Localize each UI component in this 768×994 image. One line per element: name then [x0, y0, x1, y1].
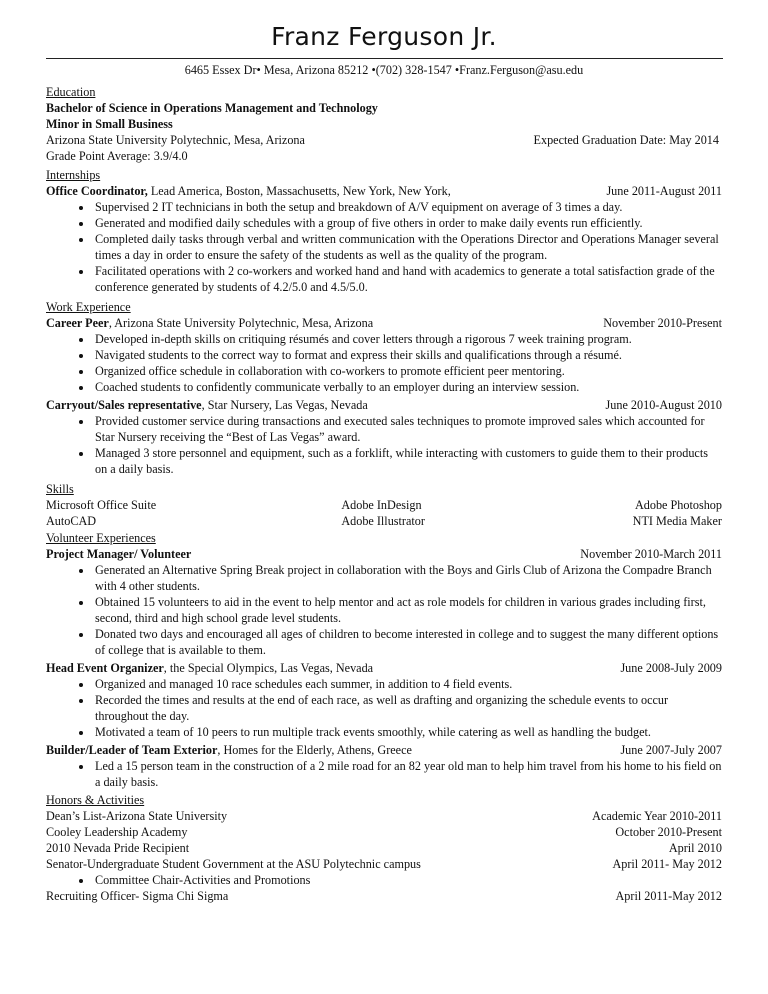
education-heading: Education — [46, 85, 96, 99]
job-heading — [46, 183, 451, 199]
job-header-row — [46, 660, 722, 676]
job-bullet: • Facilitated operations with 2 co-workers and worked hand and hand with academics to generate a total satisfaction grade of the conference generated by students of 4.2/5.0 and 4.5/5.0. — [93, 263, 722, 295]
job-heading — [46, 315, 373, 331]
job-bullets — [46, 758, 722, 790]
job-dates: June 2010-August 2010 — [605, 398, 722, 412]
job-title: Carryout/Sales representative — [46, 398, 202, 412]
gpa: Grade Point Average: 3.9/4.0 — [46, 149, 188, 163]
job-heading — [46, 397, 368, 413]
honors-label: Senator-Undergraduate Student Government at the ASU Polytechnic campus — [46, 857, 421, 871]
skills-list — [46, 497, 722, 529]
job-bullets — [46, 676, 722, 740]
job-dates: June 2008-July 2009 — [620, 661, 722, 675]
job-bullet: • Obtained 15 volunteers to aid in the event to help mentor and act as role models for children in various grades including first, second, third and high school grade level students. — [93, 594, 722, 626]
degree: Bachelor of Science in Operations Management and Technology — [46, 101, 378, 115]
job-organization: , Star Nursery, Las Vegas, Nevada — [201, 398, 368, 412]
job-bullet: • Managed 3 store personnel and equipment, such as a forklift, while interacting with customers to guide them to their products on a daily basis. — [93, 445, 722, 477]
job-title: Builder/Leader of Team Exterior — [46, 743, 218, 757]
skill-item: Adobe InDesign — [341, 498, 422, 512]
skill-item: AutoCAD — [46, 514, 97, 528]
job-dates: June 2007-July 2007 — [620, 743, 722, 757]
skill-item: Adobe Photoshop — [634, 498, 722, 512]
skills-row — [46, 497, 722, 513]
honors-row — [46, 856, 722, 872]
honors-row-last — [46, 888, 722, 904]
job-organization: Lead America, Boston, Massachusetts, New York, New York, — [147, 184, 451, 198]
job-bullet: • Organized office schedule in collaboration with co-workers to promote efficient peer mentoring. — [93, 363, 722, 379]
job-heading — [46, 546, 191, 562]
job-bullet: • Provided customer service during transactions and executed sales techniques to promote improved sales which accounted for Star Nursery receiving the “Best of Las Vegas” award. — [93, 413, 722, 445]
honors-row — [46, 808, 722, 824]
job-organization: , Homes for the Elderly, Athens, Greece — [217, 743, 412, 757]
honors-label: 2010 Nevada Pride Recipient — [46, 841, 190, 855]
job-bullet: • Led a 15 person team in the construction of a 2 mile road for an 82 year old man to help him travel from his home to his field on a daily basis. — [93, 758, 722, 790]
job-bullet: • Generated and modified daily schedules with a group of five others in order to make daily events run efficiently. — [93, 215, 722, 231]
job-title: Head Event Organizer — [46, 661, 164, 675]
job-header-row — [46, 546, 722, 562]
minor: Minor in Small Business — [46, 117, 173, 131]
honors-date: Academic Year 2010-2011 — [592, 809, 722, 823]
job-header-row — [46, 315, 722, 331]
job-dates: November 2010-March 2011 — [580, 547, 722, 561]
job-header-row — [46, 742, 722, 758]
volunteer-list — [46, 546, 722, 790]
job-heading — [46, 660, 373, 676]
internships-heading: Internships — [46, 168, 101, 182]
school: Arizona State University Polytechnic, Mesa, Arizona — [46, 133, 305, 147]
job-header-row — [46, 397, 722, 413]
honors-date: April 2011-May 2012 — [615, 889, 722, 903]
job-dates: November 2010-Present — [603, 316, 722, 330]
job-title: Project Manager/ Volunteer — [46, 547, 192, 561]
volunteer-heading: Volunteer Experiences — [46, 531, 156, 545]
skill-item: Adobe Illustrator — [341, 514, 425, 528]
skills-row — [46, 513, 722, 529]
honors-date: April 2011- May 2012 — [612, 857, 722, 871]
job-header-row — [46, 183, 722, 199]
job-organization: , Arizona State University Polytechnic, Mesa, Arizona — [108, 316, 374, 330]
skill-item: Microsoft Office Suite — [46, 498, 157, 512]
job-bullet: • Organized and managed 10 race schedules each summer, in addition to 4 field events. — [93, 676, 722, 692]
job-dates: June 2011-August 2011 — [606, 184, 722, 198]
school-row — [46, 132, 722, 148]
honors-date: April 2010 — [668, 841, 722, 855]
job-bullet: • Coached students to confidently communicate verbally to an employer during an interview session. — [93, 379, 722, 395]
honors-label: Dean’s List-Arizona State University — [46, 809, 228, 823]
internships-list — [46, 183, 722, 295]
work-heading: Work Experience — [46, 300, 131, 314]
honors-sub-bullet: • Committee Chair-Activities and Promotions — [93, 872, 722, 888]
job-bullets — [46, 562, 722, 658]
job-bullet: • Motivated a team of 10 peers to run multiple track events smoothly, while catering as well as handling the budget. — [93, 724, 722, 740]
job-bullet: • Completed daily tasks through verbal and written communication with the Operations Director and Operations Manager several times a day in order to ensure the safety of the students as well as the quality of the program. — [93, 231, 722, 263]
honors-row — [46, 824, 722, 840]
job-bullets — [46, 331, 722, 395]
job-bullets — [46, 413, 722, 477]
job-bullet: • Navigated students to the correct way to format and express their skills and qualifications through a résumé. — [93, 347, 722, 363]
job-bullet: • Donated two days and encouraged all ages of children to become interested in college and to suggest the many different options of college that is available to them. — [93, 626, 722, 658]
honors-heading: Honors & Activities — [46, 793, 145, 807]
job-organization: , the Special Olympics, Las Vegas, Nevada — [163, 661, 374, 675]
honors-row — [46, 840, 722, 856]
skill-item: NTI Media Maker — [632, 514, 722, 528]
graduation-date: Expected Graduation Date: May 2014 — [533, 133, 719, 147]
honors-label: Cooley Leadership Academy — [46, 825, 188, 839]
skills-heading: Skills — [46, 482, 74, 496]
job-title: Office Coordinator, — [46, 184, 148, 198]
job-title: Career Peer — [46, 316, 109, 330]
honors-label: Recruiting Officer- Sigma Chi Sigma — [46, 889, 229, 903]
job-bullet: • Supervised 2 IT technicians in both the setup and breakdown of A/V equipment on average of 3 times a day. — [93, 199, 722, 215]
honors-date: October 2010-Present — [615, 825, 722, 839]
job-heading — [46, 742, 412, 758]
header-divider — [46, 58, 723, 59]
job-bullets — [46, 199, 722, 295]
contact-line: 6465 Essex Dr• Mesa, Arizona 85212 •(702) 328-1547 •Franz.Ferguson@asu.edu — [184, 63, 584, 77]
work-list — [46, 315, 722, 477]
job-bullet: • Recorded the times and results at the end of each race, as well as drafting and organizing the schedule events to occur throughout the day. — [93, 692, 722, 724]
job-bullet: • Developed in-depth skills on critiquing résumés and cover letters through a rigorous 7 week training program. — [93, 331, 722, 347]
honors-list — [46, 808, 722, 872]
honors-sub-list — [46, 872, 722, 888]
job-bullet: • Generated an Alternative Spring Break project in collaboration with the Boys and Girls Club of Arizona the Compadre Branch with 4 other students. — [93, 562, 722, 594]
candidate-name: Franz Ferguson Jr. — [271, 22, 497, 51]
